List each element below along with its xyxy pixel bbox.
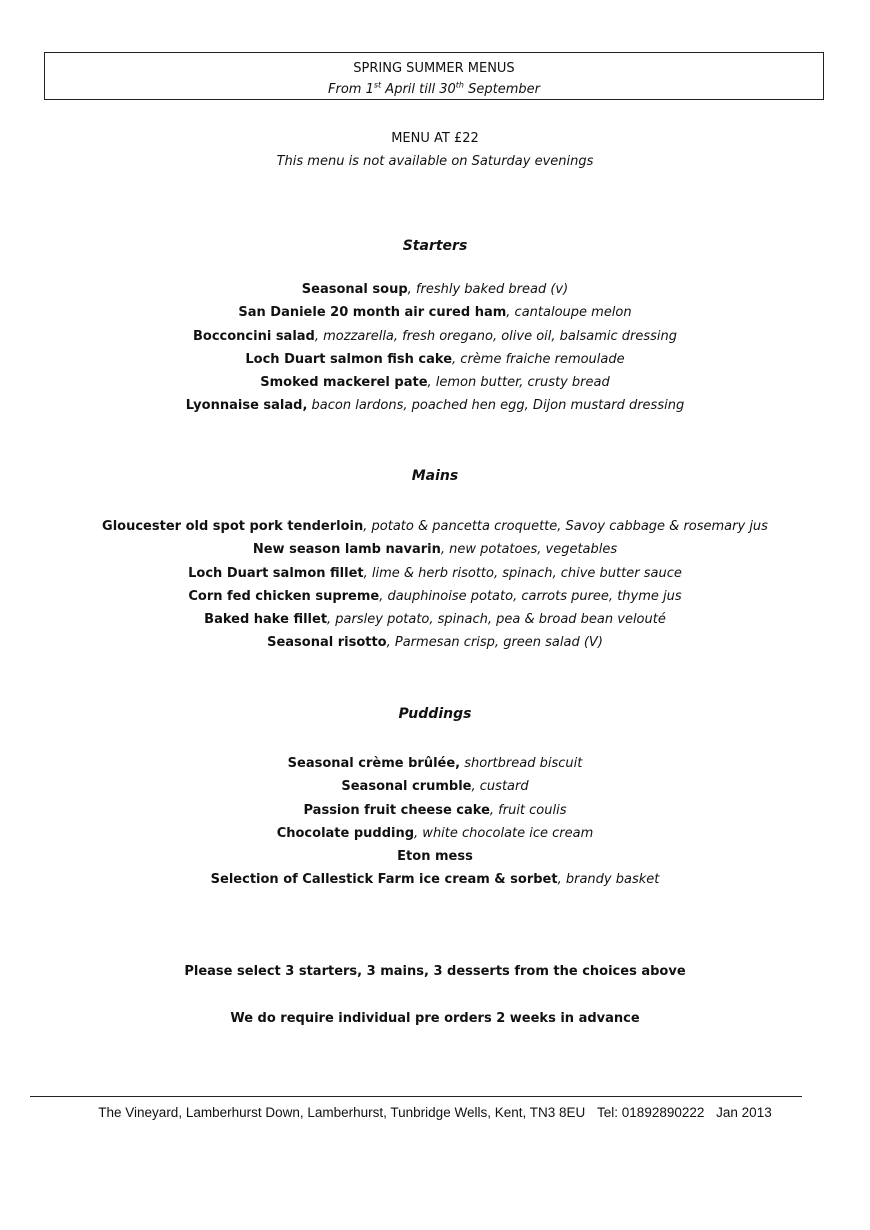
puddings-list xyxy=(0,752,870,892)
mains-heading: Mains xyxy=(411,468,459,484)
list-item: Seasonal soup, freshly baked bread (v) xyxy=(301,282,569,297)
header-box xyxy=(44,52,824,100)
list-item: Seasonal risotto, Parmesan crisp, green salad (V) xyxy=(267,635,603,651)
menu-date-range: From 1st April till 30th September xyxy=(328,80,540,97)
list-item: San Daniele 20 month air cured ham, cantaloupe melon xyxy=(238,305,632,321)
list-item: Corn fed chicken supreme, dauphinoise potato, carrots puree, thyme jus xyxy=(188,588,682,604)
list-item: Seasonal crème brûlée, shortbread biscuit xyxy=(287,756,583,771)
list-item: Passion fruit cheese cake, fruit coulis xyxy=(303,802,567,818)
list-item: Loch Duart salmon fish cake, crème fraiche remoulade xyxy=(245,351,625,367)
list-item: Eton mess xyxy=(397,849,473,865)
starters-heading: Starters xyxy=(402,238,468,254)
footer-date: Jan 2013 xyxy=(716,1105,772,1120)
list-item: Gloucester old spot pork tenderloin, potato & pancetta croquette, Savoy cabbage & rosemary jus xyxy=(102,519,768,534)
footer xyxy=(0,1104,870,1122)
mains-list xyxy=(0,515,870,655)
starters-list xyxy=(0,278,870,418)
list-item: Selection of Callestick Farm ice cream & sorbet, brandy basket xyxy=(210,872,660,888)
footer-divider xyxy=(30,1096,802,1097)
menu-price: MENU AT £22 xyxy=(391,131,479,146)
list-item: Lyonnaise salad, bacon lardons, poached hen egg, Dijon mustard dressing xyxy=(185,398,685,414)
availability-note: This menu is not available on Saturday evenings xyxy=(276,154,594,169)
list-item: Bocconcini salad, mozzarella, fresh oregano, olive oil, balsamic dressing xyxy=(192,328,678,344)
list-item: Baked hake fillet, parsley potato, spinach, pea & broad bean velouté xyxy=(204,612,666,628)
puddings-heading: Puddings xyxy=(398,706,472,722)
list-item: Smoked mackerel pate, lemon butter, crusty bread xyxy=(260,375,610,391)
list-item: Seasonal crumble, custard xyxy=(341,779,529,795)
selection-note: Please select 3 starters, 3 mains, 3 desserts from the choices above xyxy=(184,964,686,979)
footer-address: The Vineyard, Lamberhurst Down, Lamberhurst, Tunbridge Wells, Kent, TN3 8EU xyxy=(98,1105,586,1120)
list-item: Loch Duart salmon fillet, lime & herb risotto, spinach, chive butter sauce xyxy=(188,565,682,581)
preorder-note: We do require individual pre orders 2 weeks in advance xyxy=(230,1011,640,1026)
footer-phone: Tel: 01892890222 xyxy=(597,1105,705,1120)
menu-season-title: SPRING SUMMER MENUS xyxy=(353,61,515,76)
list-item: New season lamb navarin, new potatoes, vegetables xyxy=(252,542,618,558)
list-item: Chocolate pudding, white chocolate ice cream xyxy=(276,825,594,841)
